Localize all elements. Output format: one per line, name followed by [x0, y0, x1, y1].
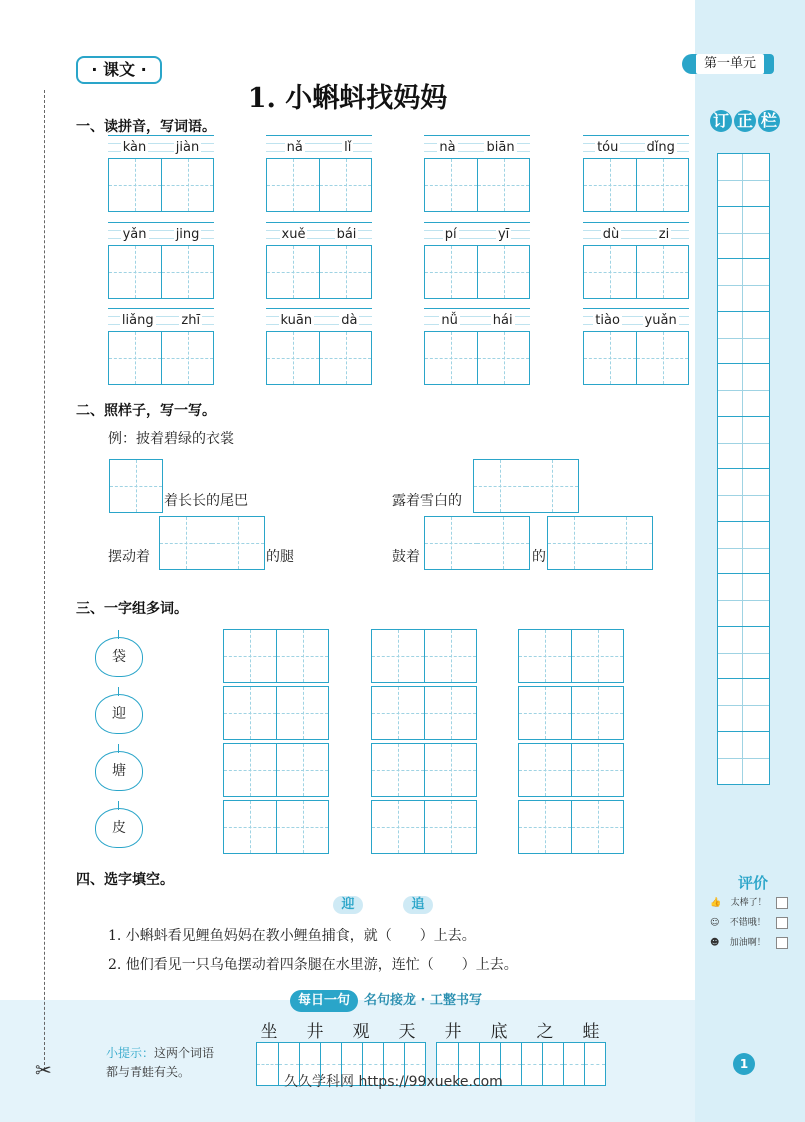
section-heading-4: 四、选字填空。: [76, 872, 174, 888]
character-cells[interactable]: [424, 159, 530, 212]
pinyin-syllable: jiàn: [175, 139, 200, 155]
pinyin-line: [424, 135, 530, 159]
daily-char: 天: [398, 1022, 416, 1042]
pinyin-word-box[interactable]: [108, 222, 214, 299]
prompt-text: 鼓着: [392, 549, 420, 565]
apple-char: 迎: [95, 694, 143, 734]
pinyin-line: [108, 222, 214, 246]
daily-char: 井: [306, 1022, 324, 1042]
evaluation-row: [708, 933, 788, 953]
hint-text: 都与青蛙有关。: [106, 1065, 191, 1079]
answer-grid[interactable]: [526, 459, 579, 513]
correction-cell[interactable]: [718, 154, 769, 207]
pinyin-word-box[interactable]: [583, 222, 689, 299]
pinyin-word-box[interactable]: [583, 308, 689, 385]
word-grid[interactable]: [371, 629, 477, 683]
daily-characters: [246, 1017, 614, 1042]
word-grid[interactable]: [371, 743, 477, 797]
pinyin-syllable: bái: [336, 226, 357, 242]
correction-cell[interactable]: [718, 469, 769, 522]
pinyin-word-box[interactable]: [108, 308, 214, 385]
word-grid[interactable]: [371, 800, 477, 854]
pinyin-syllable: tóu: [597, 139, 619, 155]
watermark: 久久学科网 https://99xueke.com: [284, 1074, 503, 1090]
page-title: 1. 小蝌蚪找妈妈: [247, 83, 448, 114]
pinyin-syllable: hái: [492, 312, 513, 328]
pinyin-syllable: xuě: [281, 226, 306, 242]
pinyin-syllable: kàn: [122, 139, 147, 155]
character-cells[interactable]: [583, 246, 689, 299]
answer-grid[interactable]: [477, 516, 530, 570]
pinyin-line: [583, 308, 689, 332]
pinyin-line: [424, 222, 530, 246]
hint-box: [106, 1044, 214, 1082]
correction-grid[interactable]: [717, 153, 770, 785]
pinyin-word-box[interactable]: [266, 308, 372, 385]
correction-cell[interactable]: [718, 574, 769, 627]
correction-cell[interactable]: [718, 364, 769, 417]
correction-char: 订: [710, 110, 732, 132]
correction-cell[interactable]: [718, 627, 769, 680]
character-cells[interactable]: [108, 159, 214, 212]
character-cells[interactable]: [266, 332, 372, 385]
prompt-text: 着长长的尾巴: [164, 493, 248, 509]
daily-char: 坐: [260, 1022, 278, 1042]
word-grid[interactable]: [518, 629, 624, 683]
lesson-tag: · 课文 ·: [76, 56, 162, 84]
pinyin-syllable: kuān: [280, 312, 313, 328]
evaluation-checkbox[interactable]: [776, 917, 788, 929]
pinyin-word-box[interactable]: [424, 222, 530, 299]
section-heading-3: 三、一字组多词。: [76, 601, 188, 617]
character-cells[interactable]: [108, 332, 214, 385]
pinyin-line: [108, 135, 214, 159]
evaluation-label: 加油啊！: [729, 938, 766, 948]
answer-grid[interactable]: [212, 516, 265, 570]
word-grid[interactable]: [518, 686, 624, 740]
pinyin-syllable: nà: [439, 139, 456, 155]
pinyin-syllable: liǎng: [121, 312, 154, 328]
unit-tag-label: 第一单元: [696, 54, 764, 74]
pinyin-syllable: yī: [497, 226, 510, 242]
answer-grid[interactable]: [109, 459, 163, 513]
writing-cell[interactable]: [584, 1043, 605, 1085]
daily-char: 观: [352, 1022, 370, 1042]
pinyin-line: [583, 222, 689, 246]
word-grid[interactable]: [518, 800, 624, 854]
character-cells[interactable]: [108, 246, 214, 299]
word-grid[interactable]: [223, 686, 329, 740]
pinyin-word-box[interactable]: [108, 135, 214, 212]
daily-char: 蛙: [582, 1022, 600, 1042]
page-number: 1: [733, 1053, 755, 1075]
question-2: 2. 他们看见一只乌龟摆动着四条腿在水里游，连忙（ ）上去。: [108, 957, 518, 973]
apple-char: 袋: [95, 637, 143, 677]
pinyin-syllable: nǎ: [286, 139, 303, 155]
pinyin-syllable: pí: [444, 226, 457, 242]
evaluation-checkbox[interactable]: [776, 937, 788, 949]
daily-subtitle: 名句接龙 · 工整书写: [364, 993, 483, 1008]
pinyin-word-box[interactable]: [266, 222, 372, 299]
pinyin-syllable: dà: [341, 312, 358, 328]
pinyin-word-box[interactable]: [266, 135, 372, 212]
correction-cell[interactable]: [718, 679, 769, 732]
cut-line: [44, 90, 45, 1070]
prompt-text: 的腿: [266, 549, 294, 565]
word-grid[interactable]: [223, 629, 329, 683]
pinyin-line: [266, 135, 372, 159]
evaluation-box: [708, 872, 788, 953]
option-pill: 追: [403, 896, 433, 914]
pinyin-line: [108, 308, 214, 332]
hint-text: 这两个词语: [154, 1046, 215, 1060]
evaluation-row: [708, 893, 788, 913]
daily-header: [290, 990, 482, 1012]
writing-cell[interactable]: [500, 1043, 521, 1085]
cheer-icon: ☻: [710, 938, 720, 948]
pinyin-syllable: biān: [486, 139, 515, 155]
thumbs-up-icon: 👍: [710, 898, 722, 908]
character-cells[interactable]: [424, 332, 530, 385]
daily-char: 井: [444, 1022, 462, 1042]
evaluation-label: 太棒了！: [730, 898, 767, 908]
character-cells[interactable]: [583, 159, 689, 212]
apple-char: 塘: [95, 751, 143, 791]
example-text: 例：披着碧绿的衣裳: [108, 431, 234, 447]
question-1: 1. 小蝌蚪看见鲤鱼妈妈在教小鲤鱼捕食，就（ ）上去。: [108, 928, 476, 944]
correction-char: 正: [734, 110, 756, 132]
correction-cell[interactable]: [718, 522, 769, 575]
word-grid[interactable]: [223, 800, 329, 854]
evaluation-row: [708, 913, 788, 933]
pinyin-syllable: lǐ: [344, 139, 352, 155]
scissors-icon: ✂: [35, 1058, 52, 1082]
character-cells[interactable]: [424, 246, 530, 299]
option-pill: 迎: [333, 896, 363, 914]
correction-cell[interactable]: [718, 732, 769, 785]
pinyin-word-box[interactable]: [583, 135, 689, 212]
writing-cell[interactable]: [542, 1043, 563, 1085]
correction-char: 栏: [758, 110, 780, 132]
unit-tag: [682, 54, 774, 74]
word-grid[interactable]: [223, 743, 329, 797]
character-cells[interactable]: [266, 246, 372, 299]
pinyin-line: [424, 308, 530, 332]
prompt-text: 摆动着: [108, 549, 150, 565]
daily-char: 之: [536, 1022, 554, 1042]
pinyin-syllable: zhī: [181, 312, 201, 328]
pinyin-syllable: tiào: [595, 312, 620, 328]
character-cells[interactable]: [266, 159, 372, 212]
prompt-text: 露着雪白的: [392, 493, 462, 509]
daily-char: 底: [490, 1022, 508, 1042]
ok-icon: ☺: [710, 918, 720, 928]
word-grid[interactable]: [518, 743, 624, 797]
evaluation-checkbox[interactable]: [776, 897, 788, 909]
daily-label: 每日一句: [290, 990, 358, 1012]
pinyin-syllable: zi: [658, 226, 670, 242]
pinyin-syllable: jing: [175, 226, 200, 242]
writing-cell[interactable]: [521, 1043, 542, 1085]
writing-cell[interactable]: [563, 1043, 584, 1085]
correction-cell[interactable]: [718, 207, 769, 260]
pinyin-syllable: nǚ: [441, 312, 458, 328]
pinyin-word-box[interactable]: [424, 135, 530, 212]
pinyin-line: [266, 222, 372, 246]
pinyin-syllable: yuǎn: [644, 312, 677, 328]
pinyin-syllable: dǐng: [646, 139, 675, 155]
pinyin-syllable: dù: [602, 226, 620, 242]
evaluation-title: 评价: [738, 874, 769, 892]
pinyin-line: [583, 135, 689, 159]
word-grid[interactable]: [371, 686, 477, 740]
apple-char: 皮: [95, 808, 143, 848]
character-cells[interactable]: [583, 332, 689, 385]
correction-cell[interactable]: [718, 259, 769, 312]
correction-cell[interactable]: [718, 417, 769, 470]
section-heading-2: 二、照样子，写一写。: [76, 403, 216, 419]
correction-cell[interactable]: [718, 312, 769, 365]
answer-grid[interactable]: [600, 516, 653, 570]
hint-label: 小提示：: [106, 1046, 155, 1060]
section-heading-1: 一、读拼音，写词语。: [76, 119, 216, 135]
correction-header: [708, 108, 782, 134]
pinyin-syllable: yǎn: [122, 226, 147, 242]
evaluation-label: 不错哦！: [729, 918, 766, 928]
pinyin-line: [266, 308, 372, 332]
prompt-text: 的: [532, 549, 546, 565]
writing-cell[interactable]: [257, 1043, 278, 1085]
pinyin-word-box[interactable]: [424, 308, 530, 385]
